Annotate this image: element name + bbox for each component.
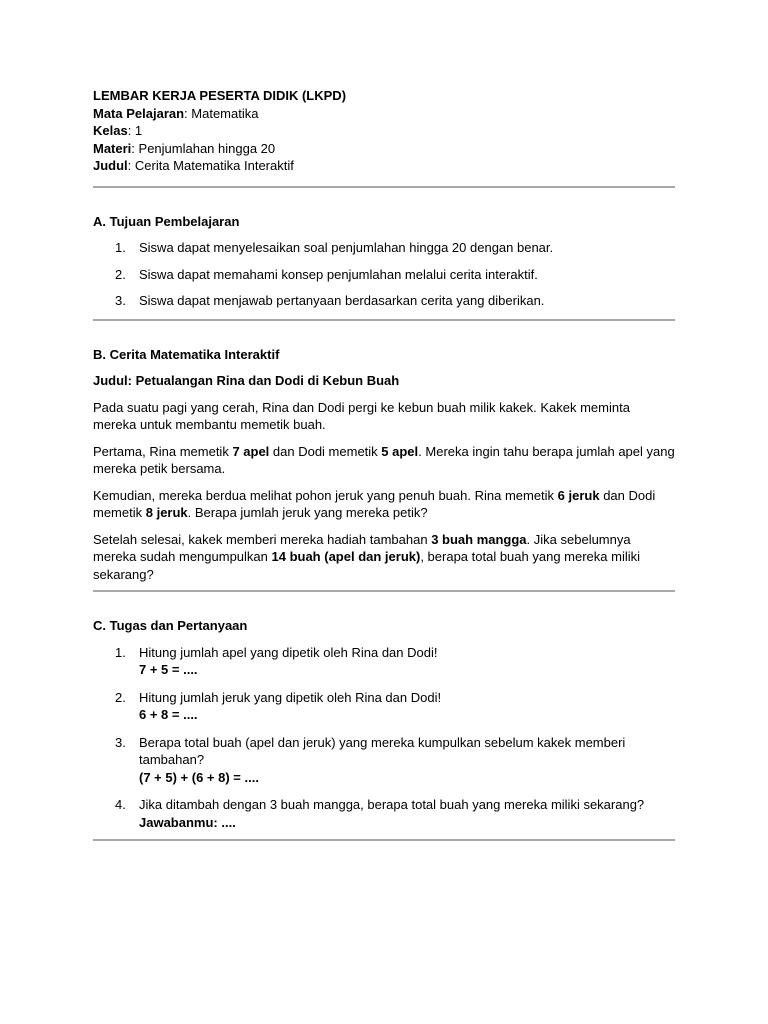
story-paragraph xyxy=(93,487,675,522)
field-value: : 1 xyxy=(127,123,143,138)
answer-prompt: 6 + 8 = .... xyxy=(139,707,198,722)
field-value: : Cerita Matematika Interaktif xyxy=(127,158,294,173)
text-run: . Mereka ingin tahu berapa jumlah apel yang mereka petik bersama. xyxy=(93,443,675,476)
answer-prompt: Jawabanmu: .... xyxy=(139,814,236,830)
divider xyxy=(93,839,675,841)
field-label: Kelas xyxy=(93,123,128,138)
question-item xyxy=(93,644,675,679)
item-number: 3. xyxy=(115,734,126,750)
field-label: Judul xyxy=(93,158,128,173)
field-judul xyxy=(93,157,675,175)
field-materi xyxy=(93,140,675,158)
text-run: , berapa total buah yang mereka miliki sekarang? xyxy=(93,549,641,582)
section-c-title: C. Tugas dan Pertanyaan xyxy=(93,618,248,633)
questions-list xyxy=(93,644,675,832)
item-number: 2. xyxy=(115,266,126,282)
text-run: dan Dodi memetik xyxy=(93,487,656,520)
field-label: Materi xyxy=(93,140,132,156)
question-text: Hitung jumlah apel yang dipetik oleh Rina dan Dodi! xyxy=(139,644,438,660)
item-number: 1. xyxy=(115,240,126,255)
item-number: 3. xyxy=(115,293,126,308)
text-run-bold: 6 jeruk xyxy=(557,487,600,503)
text-run-bold: 14 buah (apel dan jeruk) xyxy=(271,549,421,564)
answer-prompt: 7 + 5 = .... xyxy=(139,662,198,677)
item-text: Siswa dapat menyelesaikan soal penjumlahan hingga 20 dengan benar. xyxy=(139,240,554,255)
item-number: 1. xyxy=(115,644,126,660)
question-item xyxy=(93,796,675,831)
question-text: Jika ditambah dengan 3 buah mangga, berapa total buah yang mereka miliki sekarang? xyxy=(139,797,645,812)
text-run: . Berapa jumlah jeruk yang mereka petik? xyxy=(187,505,428,520)
field-mata-pelajaran xyxy=(93,105,675,123)
section-b-title: B. Cerita Matematika Interaktif xyxy=(93,346,280,362)
section-a-title: A. Tujuan Pembelajaran xyxy=(93,213,240,229)
question-text: Berapa total buah (apel dan jeruk) yang mereka kumpulkan sebelum kakek memberi tambahan? xyxy=(139,734,626,767)
item-number: 4. xyxy=(115,797,126,812)
story-paragraph xyxy=(93,531,675,584)
divider xyxy=(93,319,675,321)
text-run-bold: 8 jeruk xyxy=(145,505,188,520)
question-item xyxy=(93,734,675,787)
story-paragraph xyxy=(93,443,675,478)
divider xyxy=(93,186,675,188)
divider xyxy=(93,590,675,592)
story-title: Judul: Petualangan Rina dan Dodi di Kebun Buah xyxy=(93,373,400,388)
field-kelas xyxy=(93,122,675,140)
text-run: dan Dodi memetik xyxy=(269,443,382,459)
worksheet-content xyxy=(93,87,675,841)
text-run: Kemudian, mereka berdua melihat pohon jeruk yang penuh buah. Rina memetik xyxy=(93,487,558,503)
objectives-list xyxy=(93,239,675,310)
question-text: Hitung jumlah jeruk yang dipetik oleh Rina dan Dodi! xyxy=(139,689,442,705)
answer-prompt: (7 + 5) + (6 + 8) = .... xyxy=(139,769,259,785)
text-run: Setelah selesai, kakek memberi mereka hadiah tambahan xyxy=(93,531,432,547)
text-run-bold: 3 buah mangga xyxy=(431,531,527,547)
text-run-bold: 7 apel xyxy=(232,443,270,459)
text-run: Pertama, Rina memetik xyxy=(93,443,233,459)
question-item xyxy=(93,689,675,724)
text-run-bold: 5 apel xyxy=(381,443,419,459)
list-item xyxy=(93,239,675,257)
item-number: 2. xyxy=(115,689,126,705)
list-item xyxy=(93,266,675,284)
item-text: Siswa dapat menjawab pertanyaan berdasarkan cerita yang diberikan. xyxy=(139,293,545,308)
document-title: LEMBAR KERJA PESERTA DIDIK (LKPD) xyxy=(93,88,347,103)
field-label: Mata Pelajaran xyxy=(93,105,185,121)
field-value: : Penjumlahan hingga 20 xyxy=(131,140,276,156)
text-run: . Jika sebelumnya mereka sudah mengumpulkan xyxy=(93,531,631,564)
list-item xyxy=(93,292,675,310)
story-paragraph: Pada suatu pagi yang cerah, Rina dan Dodi pergi ke kebun buah milik kakek. Kakek meminta mereka untuk membantu memetik buah. xyxy=(93,399,630,432)
field-value: : Matematika xyxy=(184,105,259,121)
item-text: Siswa dapat memahami konsep penjumlahan melalui cerita interaktif. xyxy=(139,266,538,282)
